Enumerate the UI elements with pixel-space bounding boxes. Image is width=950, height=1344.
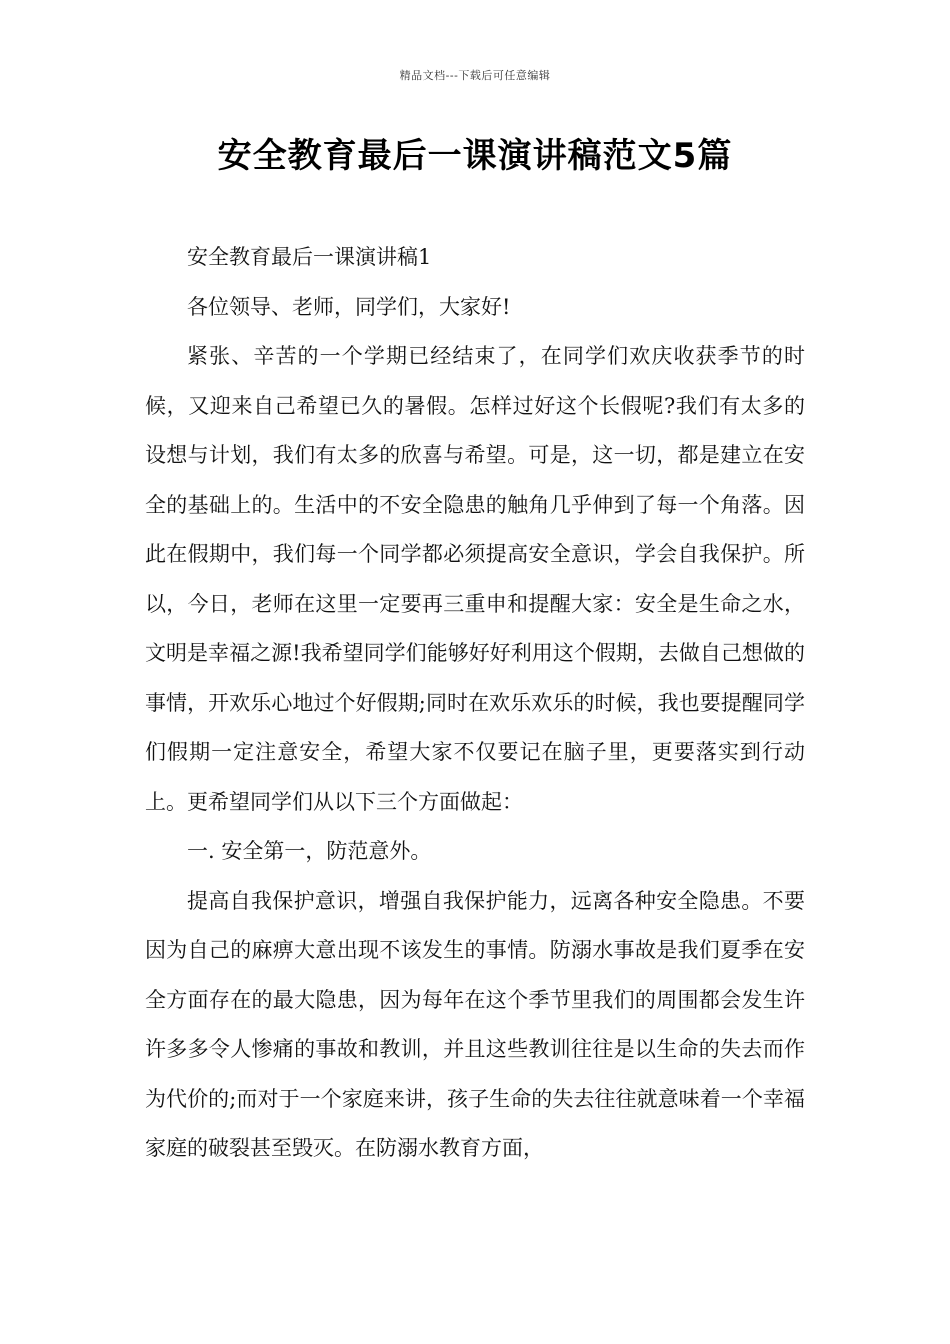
document-title: 安全教育最后一课演讲稿范文5篇 xyxy=(217,136,733,176)
body-paragraph: 提高自我保护意识，增强自我保护能力，远离各种安全隐患。不要因为自己的麻痹大意出现不该发生的事情。防溺水事故是我们夏季在安全方面存在的最大隐患，因为每年在这个季节里我们的周围都会发生许许多多令人惨痛的事故和教训，并且这些教训往往是以生命的失去而作为代价的;而对于一个家庭来讲，孩子生命的失去往往就意味着一个幸福家庭的破裂甚至毁灭。在防溺水教育方面， xyxy=(145,888,805,1160)
point-heading: 一. 安全第一，防范意外。 xyxy=(187,839,432,863)
header-note: 精品文档---下载后可任意编辑 xyxy=(399,69,551,82)
document-body xyxy=(145,233,805,1174)
greeting-paragraph: 各位领导、老师，同学们，大家好! xyxy=(187,294,511,319)
body-paragraph: 紧张、辛苦的一个学期已经结束了，在同学们欢庆收获季节的时候，又迎来自己希望已久的暑假。怎样过好这个长假呢?我们有太多的设想与计划，我们有太多的欣喜与希望。可是，这一切，都是建立在安全的基础上的。生活中的不安全隐患的触角几乎伸到了每一个角落。因此在假期中，我们每一个同学都必须提高安全意识，学会自我保护。所以，今日，老师在这里一定要再三重申和提醒大家：安全是生命之水，文明是幸福之源!我希望同学们能够好好利用这个假期，去做自己想做的事情，开欢乐心地过个好假期;同时在欢乐欢乐的时候，我也要提醒同学们假期一定注意安全，希望大家不仅要记在脑子里，更要落实到行动上。更希望同学们从以下三个方面做起： xyxy=(145,344,805,814)
section-heading: 安全教育最后一课演讲稿1 xyxy=(187,245,432,269)
